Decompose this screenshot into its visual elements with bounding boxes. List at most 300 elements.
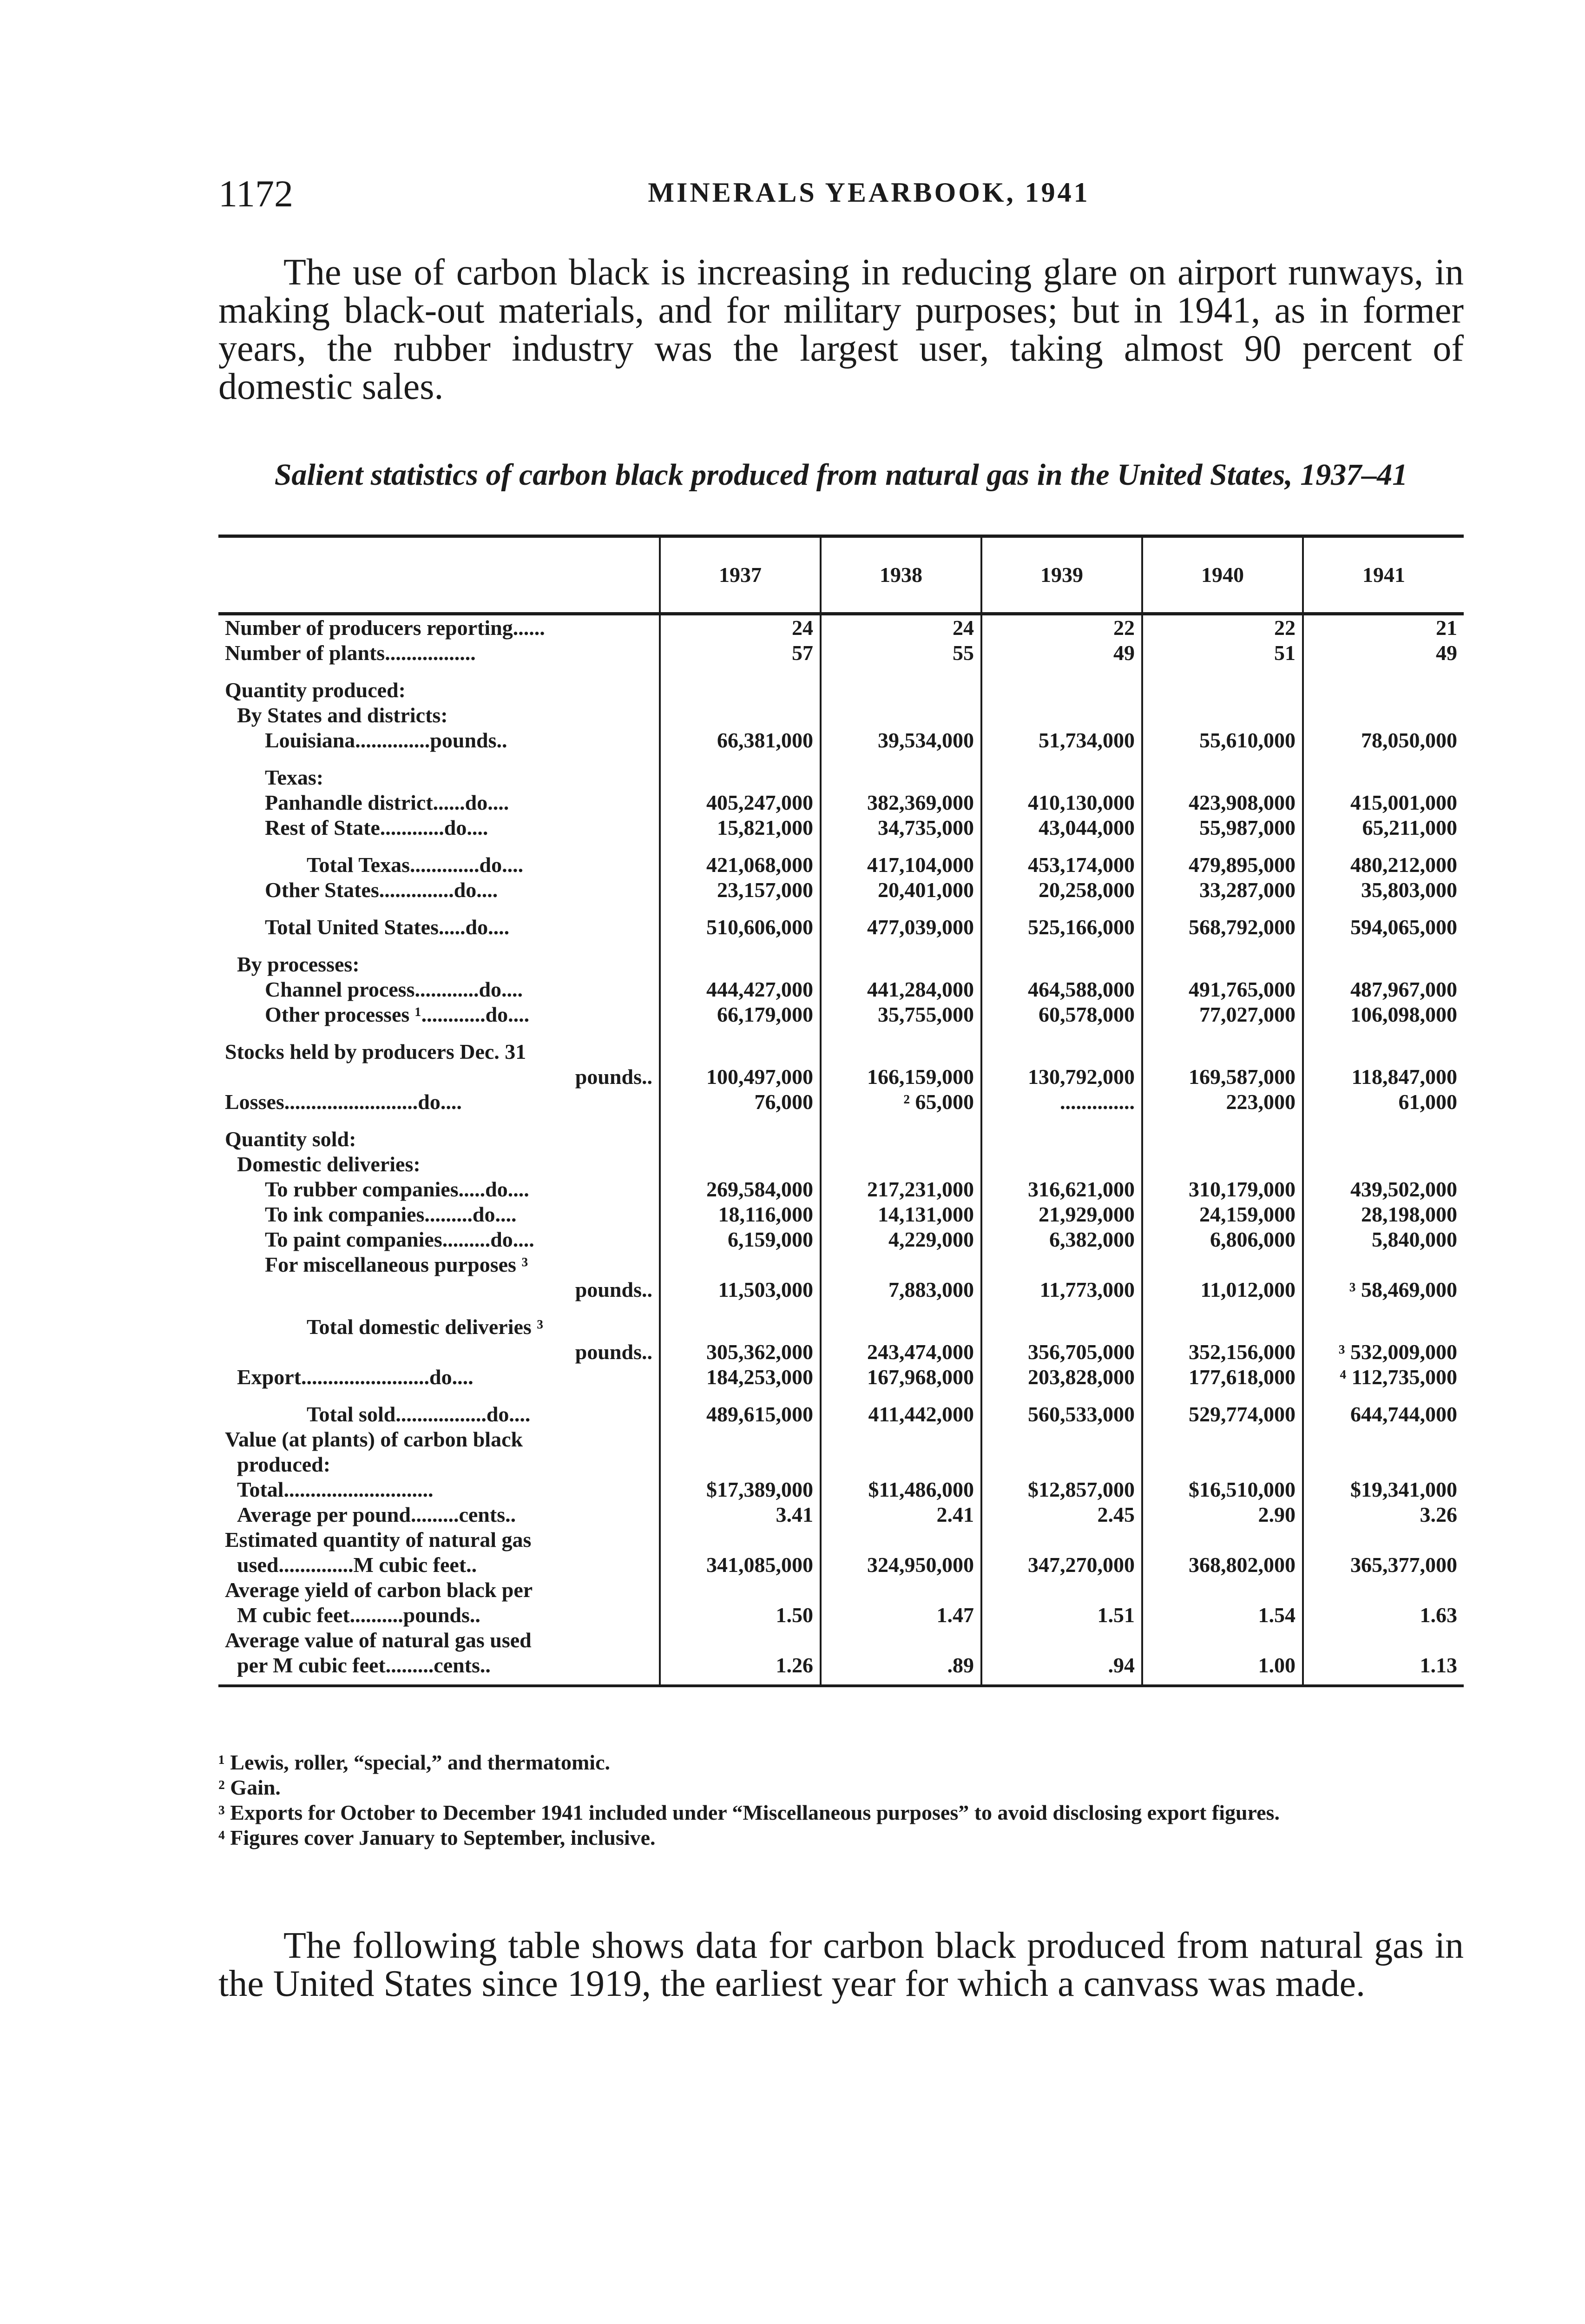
value-cell-1941: $19,341,000 <box>1303 1477 1464 1502</box>
value-cell-1937 <box>660 1039 821 1064</box>
value-cell-1939 <box>981 1152 1142 1177</box>
row-label: Average per pound.........cents.. <box>237 1503 516 1526</box>
value-cell-1938: 1.47 <box>821 1603 981 1628</box>
row-label: Number of plants................. <box>225 641 476 665</box>
value-cell-1937: 305,362,000 <box>660 1340 821 1365</box>
value-cell-1938 <box>821 1314 981 1340</box>
table-row <box>218 1340 1464 1365</box>
value-cell-1940: 51 <box>1142 640 1303 666</box>
spacer-cell <box>821 1390 981 1402</box>
value-cell-1937 <box>660 1452 821 1477</box>
table-row <box>218 1039 1464 1064</box>
row-label: produced: <box>237 1452 331 1476</box>
value-cell-1937 <box>660 1152 821 1177</box>
value-cell-1940 <box>1142 1152 1303 1177</box>
value-cell-1940 <box>1142 1452 1303 1477</box>
value-cell-1938 <box>821 1152 981 1177</box>
value-cell-1938 <box>821 1427 981 1452</box>
value-cell-1941 <box>1303 1578 1464 1603</box>
value-cell-1937 <box>660 1578 821 1603</box>
value-cell-1940 <box>1142 1527 1303 1552</box>
spacer-cell <box>660 753 821 765</box>
value-cell-1941 <box>1303 1152 1464 1177</box>
row-label: Channel process............do.... <box>265 977 523 1001</box>
row-label: pounds.. <box>575 1278 652 1301</box>
value-cell-1938 <box>821 1452 981 1477</box>
spacer-cell <box>981 1027 1142 1039</box>
spacer-cell <box>660 666 821 678</box>
value-cell-1938 <box>821 703 981 728</box>
table-row <box>218 1628 1464 1653</box>
spacer-cell <box>1142 1027 1303 1039</box>
value-cell-1937: 76,000 <box>660 1089 821 1115</box>
value-cell-1940: 169,587,000 <box>1142 1064 1303 1089</box>
value-cell-1940 <box>1142 1039 1303 1064</box>
value-cell-1937: 100,497,000 <box>660 1064 821 1089</box>
value-cell-1938 <box>821 1039 981 1064</box>
value-cell-1941: 1.13 <box>1303 1653 1464 1686</box>
value-cell-1937 <box>660 952 821 977</box>
spacer-cell <box>660 840 821 852</box>
spacer-cell <box>1142 1115 1303 1127</box>
spacer-cell <box>218 753 660 765</box>
value-cell-1938 <box>821 952 981 977</box>
row-label: Panhandle district......do.... <box>265 791 509 814</box>
table-row <box>218 852 1464 878</box>
footnote: ² Gain. <box>218 1776 281 1799</box>
table-row <box>218 1127 1464 1152</box>
value-cell-1941 <box>1303 1039 1464 1064</box>
value-cell-1937: 1.26 <box>660 1653 821 1686</box>
value-cell-1941: 1.63 <box>1303 1603 1464 1628</box>
spacer-cell <box>660 903 821 915</box>
spacer-cell <box>1142 666 1303 678</box>
row-label: M cubic feet..........pounds.. <box>237 1603 480 1627</box>
value-cell-1939 <box>981 1127 1142 1152</box>
spacer-cell <box>821 940 981 952</box>
value-cell-1939: 49 <box>981 640 1142 666</box>
value-cell-1937: 18,116,000 <box>660 1202 821 1227</box>
year-header-1937: 1937 <box>660 536 821 614</box>
row-label: Quantity sold: <box>225 1127 356 1151</box>
spacer-cell <box>1303 840 1464 852</box>
row-label: Losses.........................do.... <box>225 1090 462 1114</box>
spacer-row <box>218 903 1464 915</box>
value-cell-1940: 529,774,000 <box>1142 1402 1303 1427</box>
row-label: Number of producers reporting...... <box>225 616 545 640</box>
table-row <box>218 1177 1464 1202</box>
spacer-row <box>218 1027 1464 1039</box>
value-cell-1940: 55,610,000 <box>1142 728 1303 753</box>
value-cell-1939 <box>981 1039 1142 1064</box>
page-header <box>218 172 1464 223</box>
table-row <box>218 1653 1464 1686</box>
value-cell-1941: 415,001,000 <box>1303 790 1464 815</box>
value-cell-1940: 77,027,000 <box>1142 1002 1303 1027</box>
value-cell-1940 <box>1142 1578 1303 1603</box>
spacer-cell <box>660 1027 821 1039</box>
spacer-cell <box>218 1115 660 1127</box>
value-cell-1939: 11,773,000 <box>981 1277 1142 1302</box>
value-cell-1941: 5,840,000 <box>1303 1227 1464 1252</box>
spacer-cell <box>218 666 660 678</box>
year-header-1941: 1941 <box>1303 536 1464 614</box>
value-cell-1940: 352,156,000 <box>1142 1340 1303 1365</box>
spacer-cell <box>981 1390 1142 1402</box>
value-cell-1940 <box>1142 1628 1303 1653</box>
value-cell-1937 <box>660 1314 821 1340</box>
table-row <box>218 1603 1464 1628</box>
value-cell-1940: 423,908,000 <box>1142 790 1303 815</box>
spacer-cell <box>981 666 1142 678</box>
value-cell-1938: $11,486,000 <box>821 1477 981 1502</box>
row-label: Other States..............do.... <box>265 878 498 902</box>
value-cell-1941 <box>1303 1127 1464 1152</box>
value-cell-1939: 1.51 <box>981 1603 1142 1628</box>
value-cell-1937 <box>660 703 821 728</box>
spacer-cell <box>821 753 981 765</box>
row-label: To rubber companies.....do.... <box>265 1177 529 1201</box>
value-cell-1937: 57 <box>660 640 821 666</box>
spacer-cell <box>1303 1115 1464 1127</box>
value-cell-1938: 7,883,000 <box>821 1277 981 1302</box>
spacer-cell <box>981 1115 1142 1127</box>
spacer-row <box>218 1302 1464 1314</box>
spacer-cell <box>821 1027 981 1039</box>
value-cell-1940 <box>1142 1252 1303 1277</box>
spacer-cell <box>821 1115 981 1127</box>
value-cell-1941 <box>1303 952 1464 977</box>
row-label: Average yield of carbon black per <box>225 1578 533 1602</box>
value-cell-1941 <box>1303 1527 1464 1552</box>
year-header-1938: 1938 <box>821 536 981 614</box>
value-cell-1940: 24,159,000 <box>1142 1202 1303 1227</box>
value-cell-1939 <box>981 1252 1142 1277</box>
table-row <box>218 678 1464 703</box>
value-cell-1939 <box>981 1527 1142 1552</box>
spacer-row <box>218 753 1464 765</box>
value-cell-1940 <box>1142 1127 1303 1152</box>
row-label: Stocks held by producers Dec. 31 <box>225 1040 526 1063</box>
value-cell-1937: 421,068,000 <box>660 852 821 878</box>
value-cell-1941: 106,098,000 <box>1303 1002 1464 1027</box>
value-cell-1939: 2.45 <box>981 1502 1142 1527</box>
value-cell-1940 <box>1142 678 1303 703</box>
spacer-cell <box>1303 753 1464 765</box>
intro-paragraph: The use of carbon black is increasing in reducing glare on airport runways, in making black-out materials, and for military purposes; but in 1941, as in former years, the rubber industry was the largest user, taking almost 90 percent of domestic sales. <box>218 252 1464 407</box>
value-cell-1941 <box>1303 765 1464 790</box>
value-cell-1939 <box>981 703 1142 728</box>
value-cell-1941: 28,198,000 <box>1303 1202 1464 1227</box>
spacer-cell <box>1303 903 1464 915</box>
value-cell-1938: 417,104,000 <box>821 852 981 878</box>
table-header-row <box>218 536 1464 614</box>
stub-header <box>218 536 660 614</box>
table-row <box>218 1064 1464 1089</box>
footnote: ¹ Lewis, roller, “special,” and thermatomic. <box>218 1750 610 1774</box>
spacer-cell <box>1303 1302 1464 1314</box>
value-cell-1941: 487,967,000 <box>1303 977 1464 1002</box>
value-cell-1941 <box>1303 1628 1464 1653</box>
table-row <box>218 878 1464 903</box>
closing-paragraph: The following table shows data for carbon black produced from natural gas in the United States since 1919, the earliest year for which a canvass was made. <box>218 1925 1464 2004</box>
spacer-cell <box>821 903 981 915</box>
value-cell-1938: 4,229,000 <box>821 1227 981 1252</box>
table-row <box>218 1477 1464 1502</box>
value-cell-1938 <box>821 1527 981 1552</box>
value-cell-1939: 560,533,000 <box>981 1402 1142 1427</box>
value-cell-1938: 55 <box>821 640 981 666</box>
value-cell-1938: 167,968,000 <box>821 1365 981 1390</box>
row-label: Quantity produced: <box>225 678 406 702</box>
salient-statistics-table <box>218 535 1464 1687</box>
value-cell-1940: 11,012,000 <box>1142 1277 1303 1302</box>
table-caption: Salient statistics of carbon black produced from natural gas in the United States, 1937–41 <box>274 458 1408 492</box>
value-cell-1941: 21 <box>1303 614 1464 641</box>
value-cell-1937: 15,821,000 <box>660 815 821 840</box>
value-cell-1938: 2.41 <box>821 1502 981 1527</box>
table-row <box>218 790 1464 815</box>
value-cell-1941: ³ 58,469,000 <box>1303 1277 1464 1302</box>
value-cell-1937 <box>660 1252 821 1277</box>
value-cell-1941: 3.26 <box>1303 1502 1464 1527</box>
value-cell-1940: 1.54 <box>1142 1603 1303 1628</box>
row-label: Total............................ <box>237 1478 434 1501</box>
spacer-cell <box>981 903 1142 915</box>
spacer-cell <box>821 1302 981 1314</box>
table-row <box>218 1578 1464 1603</box>
value-cell-1938 <box>821 765 981 790</box>
spacer-cell <box>218 903 660 915</box>
spacer-row <box>218 666 1464 678</box>
spacer-cell <box>1142 1302 1303 1314</box>
value-cell-1941 <box>1303 1427 1464 1452</box>
value-cell-1939 <box>981 952 1142 977</box>
spacer-cell <box>1303 1390 1464 1402</box>
table-row <box>218 977 1464 1002</box>
value-cell-1938 <box>821 1578 981 1603</box>
value-cell-1939: 316,621,000 <box>981 1177 1142 1202</box>
value-cell-1940: 491,765,000 <box>1142 977 1303 1002</box>
value-cell-1939: 203,828,000 <box>981 1365 1142 1390</box>
row-label: Export........................do.... <box>237 1365 474 1389</box>
value-cell-1939 <box>981 765 1142 790</box>
value-cell-1938: 382,369,000 <box>821 790 981 815</box>
value-cell-1941 <box>1303 1252 1464 1277</box>
value-cell-1939: 6,382,000 <box>981 1227 1142 1252</box>
row-label: Total United States.....do.... <box>265 915 510 939</box>
value-cell-1939: 20,258,000 <box>981 878 1142 903</box>
spacer-cell <box>1303 666 1464 678</box>
table-row <box>218 1365 1464 1390</box>
value-cell-1937: 269,584,000 <box>660 1177 821 1202</box>
value-cell-1937: 3.41 <box>660 1502 821 1527</box>
value-cell-1938: 324,950,000 <box>821 1552 981 1578</box>
value-cell-1937: 341,085,000 <box>660 1552 821 1578</box>
spacer-cell <box>981 753 1142 765</box>
year-header-1940: 1940 <box>1142 536 1303 614</box>
value-cell-1939: 130,792,000 <box>981 1064 1142 1089</box>
value-cell-1937: 6,159,000 <box>660 1227 821 1252</box>
row-label: pounds.. <box>575 1065 652 1089</box>
footnotes <box>218 1750 1464 1850</box>
spacer-row <box>218 840 1464 852</box>
spacer-cell <box>1303 1027 1464 1039</box>
value-cell-1937 <box>660 1427 821 1452</box>
value-cell-1941: 594,065,000 <box>1303 915 1464 940</box>
row-label: Total sold.................do.... <box>307 1402 531 1426</box>
footnote: ⁴ Figures cover January to September, inclusive. <box>218 1826 656 1849</box>
value-cell-1937 <box>660 678 821 703</box>
value-cell-1939: 21,929,000 <box>981 1202 1142 1227</box>
value-cell-1939 <box>981 1452 1142 1477</box>
value-cell-1938: 166,159,000 <box>821 1064 981 1089</box>
spacer-cell <box>1142 753 1303 765</box>
table-row <box>218 703 1464 728</box>
row-label: used..............M cubic feet.. <box>237 1553 477 1577</box>
spacer-cell <box>981 1302 1142 1314</box>
table-row <box>218 1314 1464 1340</box>
row-label: Other processes ¹............do.... <box>265 1003 530 1026</box>
spacer-cell <box>1142 940 1303 952</box>
value-cell-1939: 525,166,000 <box>981 915 1142 940</box>
value-cell-1939 <box>981 678 1142 703</box>
value-cell-1938: 20,401,000 <box>821 878 981 903</box>
value-cell-1940 <box>1142 765 1303 790</box>
value-cell-1940: 223,000 <box>1142 1089 1303 1115</box>
spacer-cell <box>1142 1390 1303 1402</box>
row-label: To paint companies.........do.... <box>265 1228 534 1251</box>
value-cell-1937: 23,157,000 <box>660 878 821 903</box>
spacer-cell <box>218 1027 660 1039</box>
value-cell-1941: 118,847,000 <box>1303 1064 1464 1089</box>
row-label: By processes: <box>237 952 360 976</box>
value-cell-1937 <box>660 1527 821 1552</box>
table-row <box>218 1452 1464 1477</box>
value-cell-1938 <box>821 1628 981 1653</box>
row-label: For miscellaneous purposes ³ <box>265 1253 528 1276</box>
value-cell-1940: 33,287,000 <box>1142 878 1303 903</box>
value-cell-1938: 34,735,000 <box>821 815 981 840</box>
value-cell-1940 <box>1142 703 1303 728</box>
spacer-cell <box>1142 840 1303 852</box>
row-label: Domestic deliveries: <box>237 1152 421 1176</box>
value-cell-1941: 439,502,000 <box>1303 1177 1464 1202</box>
row-label: By States and districts: <box>237 703 448 727</box>
value-cell-1937: 66,179,000 <box>660 1002 821 1027</box>
spacer-cell <box>981 940 1142 952</box>
value-cell-1938: 441,284,000 <box>821 977 981 1002</box>
value-cell-1937: 184,253,000 <box>660 1365 821 1390</box>
value-cell-1939: .............. <box>981 1089 1142 1115</box>
value-cell-1937: 11,503,000 <box>660 1277 821 1302</box>
value-cell-1941: 78,050,000 <box>1303 728 1464 753</box>
table-row <box>218 614 1464 641</box>
value-cell-1937 <box>660 765 821 790</box>
table-row <box>218 1089 1464 1115</box>
value-cell-1939 <box>981 1314 1142 1340</box>
table-body <box>218 614 1464 1686</box>
value-cell-1939: 60,578,000 <box>981 1002 1142 1027</box>
row-label: per M cubic feet.........cents.. <box>218 1653 660 1686</box>
value-cell-1941: ³ 532,009,000 <box>1303 1340 1464 1365</box>
table-row <box>218 1277 1464 1302</box>
table-row <box>218 815 1464 840</box>
value-cell-1937 <box>660 1628 821 1653</box>
table-row <box>218 1152 1464 1177</box>
value-cell-1940: $16,510,000 <box>1142 1477 1303 1502</box>
table-row <box>218 1502 1464 1527</box>
spacer-row <box>218 940 1464 952</box>
value-cell-1937: 489,615,000 <box>660 1402 821 1427</box>
spacer-cell <box>660 940 821 952</box>
spacer-cell <box>821 840 981 852</box>
table-row <box>218 1202 1464 1227</box>
table-row <box>218 1227 1464 1252</box>
value-cell-1941 <box>1303 1314 1464 1340</box>
value-cell-1937: 444,427,000 <box>660 977 821 1002</box>
spacer-cell <box>218 1390 660 1402</box>
value-cell-1937 <box>660 1127 821 1152</box>
row-label: Value (at plants) of carbon black <box>225 1427 523 1451</box>
value-cell-1939 <box>981 1427 1142 1452</box>
page-number: 1172 <box>218 172 293 215</box>
value-cell-1941: 65,211,000 <box>1303 815 1464 840</box>
value-cell-1937: 24 <box>660 614 821 641</box>
value-cell-1940: 2.90 <box>1142 1502 1303 1527</box>
value-cell-1941: 480,212,000 <box>1303 852 1464 878</box>
table-row <box>218 765 1464 790</box>
value-cell-1938: ² 65,000 <box>821 1089 981 1115</box>
value-cell-1937: $17,389,000 <box>660 1477 821 1502</box>
spacer-cell <box>660 1390 821 1402</box>
table-row <box>218 915 1464 940</box>
value-cell-1941: 61,000 <box>1303 1089 1464 1115</box>
spacer-cell <box>218 1302 660 1314</box>
value-cell-1938: 39,534,000 <box>821 728 981 753</box>
spacer-cell <box>981 840 1142 852</box>
value-cell-1941 <box>1303 1452 1464 1477</box>
value-cell-1938: 243,474,000 <box>821 1340 981 1365</box>
value-cell-1937: 510,606,000 <box>660 915 821 940</box>
row-label: Rest of State............do.... <box>265 816 488 839</box>
row-label: Total domestic deliveries ³ <box>307 1315 544 1339</box>
spacer-cell <box>1303 940 1464 952</box>
spacer-cell <box>660 1302 821 1314</box>
value-cell-1939: 453,174,000 <box>981 852 1142 878</box>
spacer-cell <box>218 940 660 952</box>
value-cell-1937: 1.50 <box>660 1603 821 1628</box>
spacer-cell <box>660 1115 821 1127</box>
spacer-row <box>218 1115 1464 1127</box>
value-cell-1940: 22 <box>1142 614 1303 641</box>
table-row <box>218 952 1464 977</box>
value-cell-1938: 14,131,000 <box>821 1202 981 1227</box>
row-label: Estimated quantity of natural gas <box>225 1528 532 1552</box>
value-cell-1939: 22 <box>981 614 1142 641</box>
value-cell-1938: 24 <box>821 614 981 641</box>
year-header-1939: 1939 <box>981 536 1142 614</box>
value-cell-1940: 177,618,000 <box>1142 1365 1303 1390</box>
value-cell-1938: 477,039,000 <box>821 915 981 940</box>
value-cell-1941: 644,744,000 <box>1303 1402 1464 1427</box>
value-cell-1941: 365,377,000 <box>1303 1552 1464 1578</box>
value-cell-1940 <box>1142 952 1303 977</box>
table-row <box>218 1427 1464 1452</box>
value-cell-1939: .94 <box>981 1653 1142 1686</box>
value-cell-1939: 410,130,000 <box>981 790 1142 815</box>
table-row <box>218 1002 1464 1027</box>
